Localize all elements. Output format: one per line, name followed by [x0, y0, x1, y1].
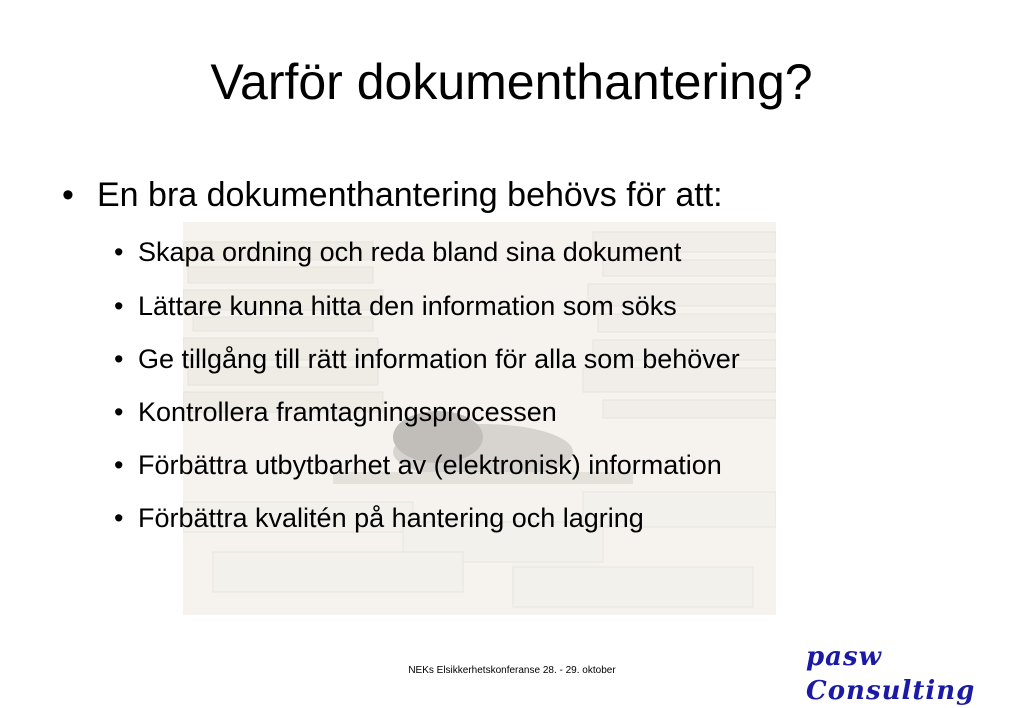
- main-bullet-text: En bra dokumenthantering behövs för att:: [97, 176, 723, 214]
- sub-bullet-text: Lättare kunna hitta den information som söks: [138, 291, 677, 321]
- bullet-marker: •: [114, 450, 124, 480]
- sub-bullet-text: Förbättra kvalitén på hantering och lagring: [138, 503, 644, 533]
- bullet-marker: •: [114, 397, 124, 427]
- sub-bullet-text: Kontrollera framtagningsprocessen: [138, 397, 557, 427]
- sub-bullet-text: Förbättra utbytbarhet av (elektronisk) information: [138, 450, 722, 480]
- slide-title: Varför dokumenthantering?: [210, 54, 813, 110]
- bullet-marker: •: [114, 344, 124, 374]
- company-logo: pasw Consulting: [806, 642, 976, 706]
- bullet-marker: •: [114, 503, 124, 533]
- sub-bullet-text: Skapa ordning och reda bland sina dokument: [138, 237, 682, 267]
- bullet-marker: •: [62, 176, 74, 214]
- sub-bullet-text: Ge tillgång till rätt information för alla som behöver: [138, 344, 740, 374]
- bullet-marker: •: [114, 237, 124, 267]
- bullet-marker: •: [114, 291, 124, 321]
- footer-text: NEKs Elsikkerhetskonferanse 28. - 29. oktober: [408, 665, 616, 676]
